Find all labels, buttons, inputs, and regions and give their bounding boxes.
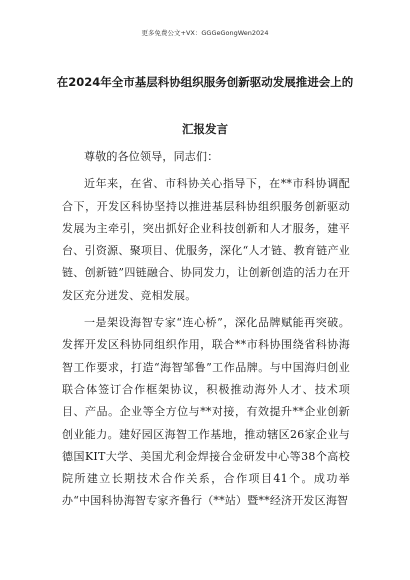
document-body [62, 146, 350, 513]
document-subtitle: 汇报发言 [182, 122, 228, 136]
header-note: 更多免费公文+VX：GGGeGongWen2024 [141, 29, 269, 37]
document-title: 在2024年全市基层科协组织服务创新驱动发展推进会上的 [56, 75, 354, 89]
salutation: 尊敬的各位领导，同志们： [84, 150, 219, 163]
paragraph: 近年来，在省、市科协关心指导下，在**市科协调配合下，开发区科协坚持以推进基层科协组织服务创新驱动发展为主牵引，突出抓好企业科技创新和人才服务，建平台、引资源、聚项目、优服务，深化“人才链、教育链产业链、创新链”四链融合、协同发力，让创新创造的活力在开发区充分迸发、竞相发展。 [62, 177, 350, 302]
paragraph: 一是架设海智专家“连心桥”，深化品牌赋能再突破。发挥开发区科协同组织作用，联合**市科协围绕省科协海智工作要求，打造“海智邹鲁”工作品牌。与中国海归创业联合体签订合作框架协议，积极推动海外人才、技术项目、产品。企业等全方位与**对接，有效提升**企业创新创业能力。建好园区海智工作基地，推动辖区26家企业与德国KIT大学、美国尤利金焊接合金研发中心等38个高校院所建立长期技术合作关系，合作项目41个。成功举办“中国科协海智专家齐鲁行（**站）暨**经济开发区海智 [62, 316, 350, 508]
